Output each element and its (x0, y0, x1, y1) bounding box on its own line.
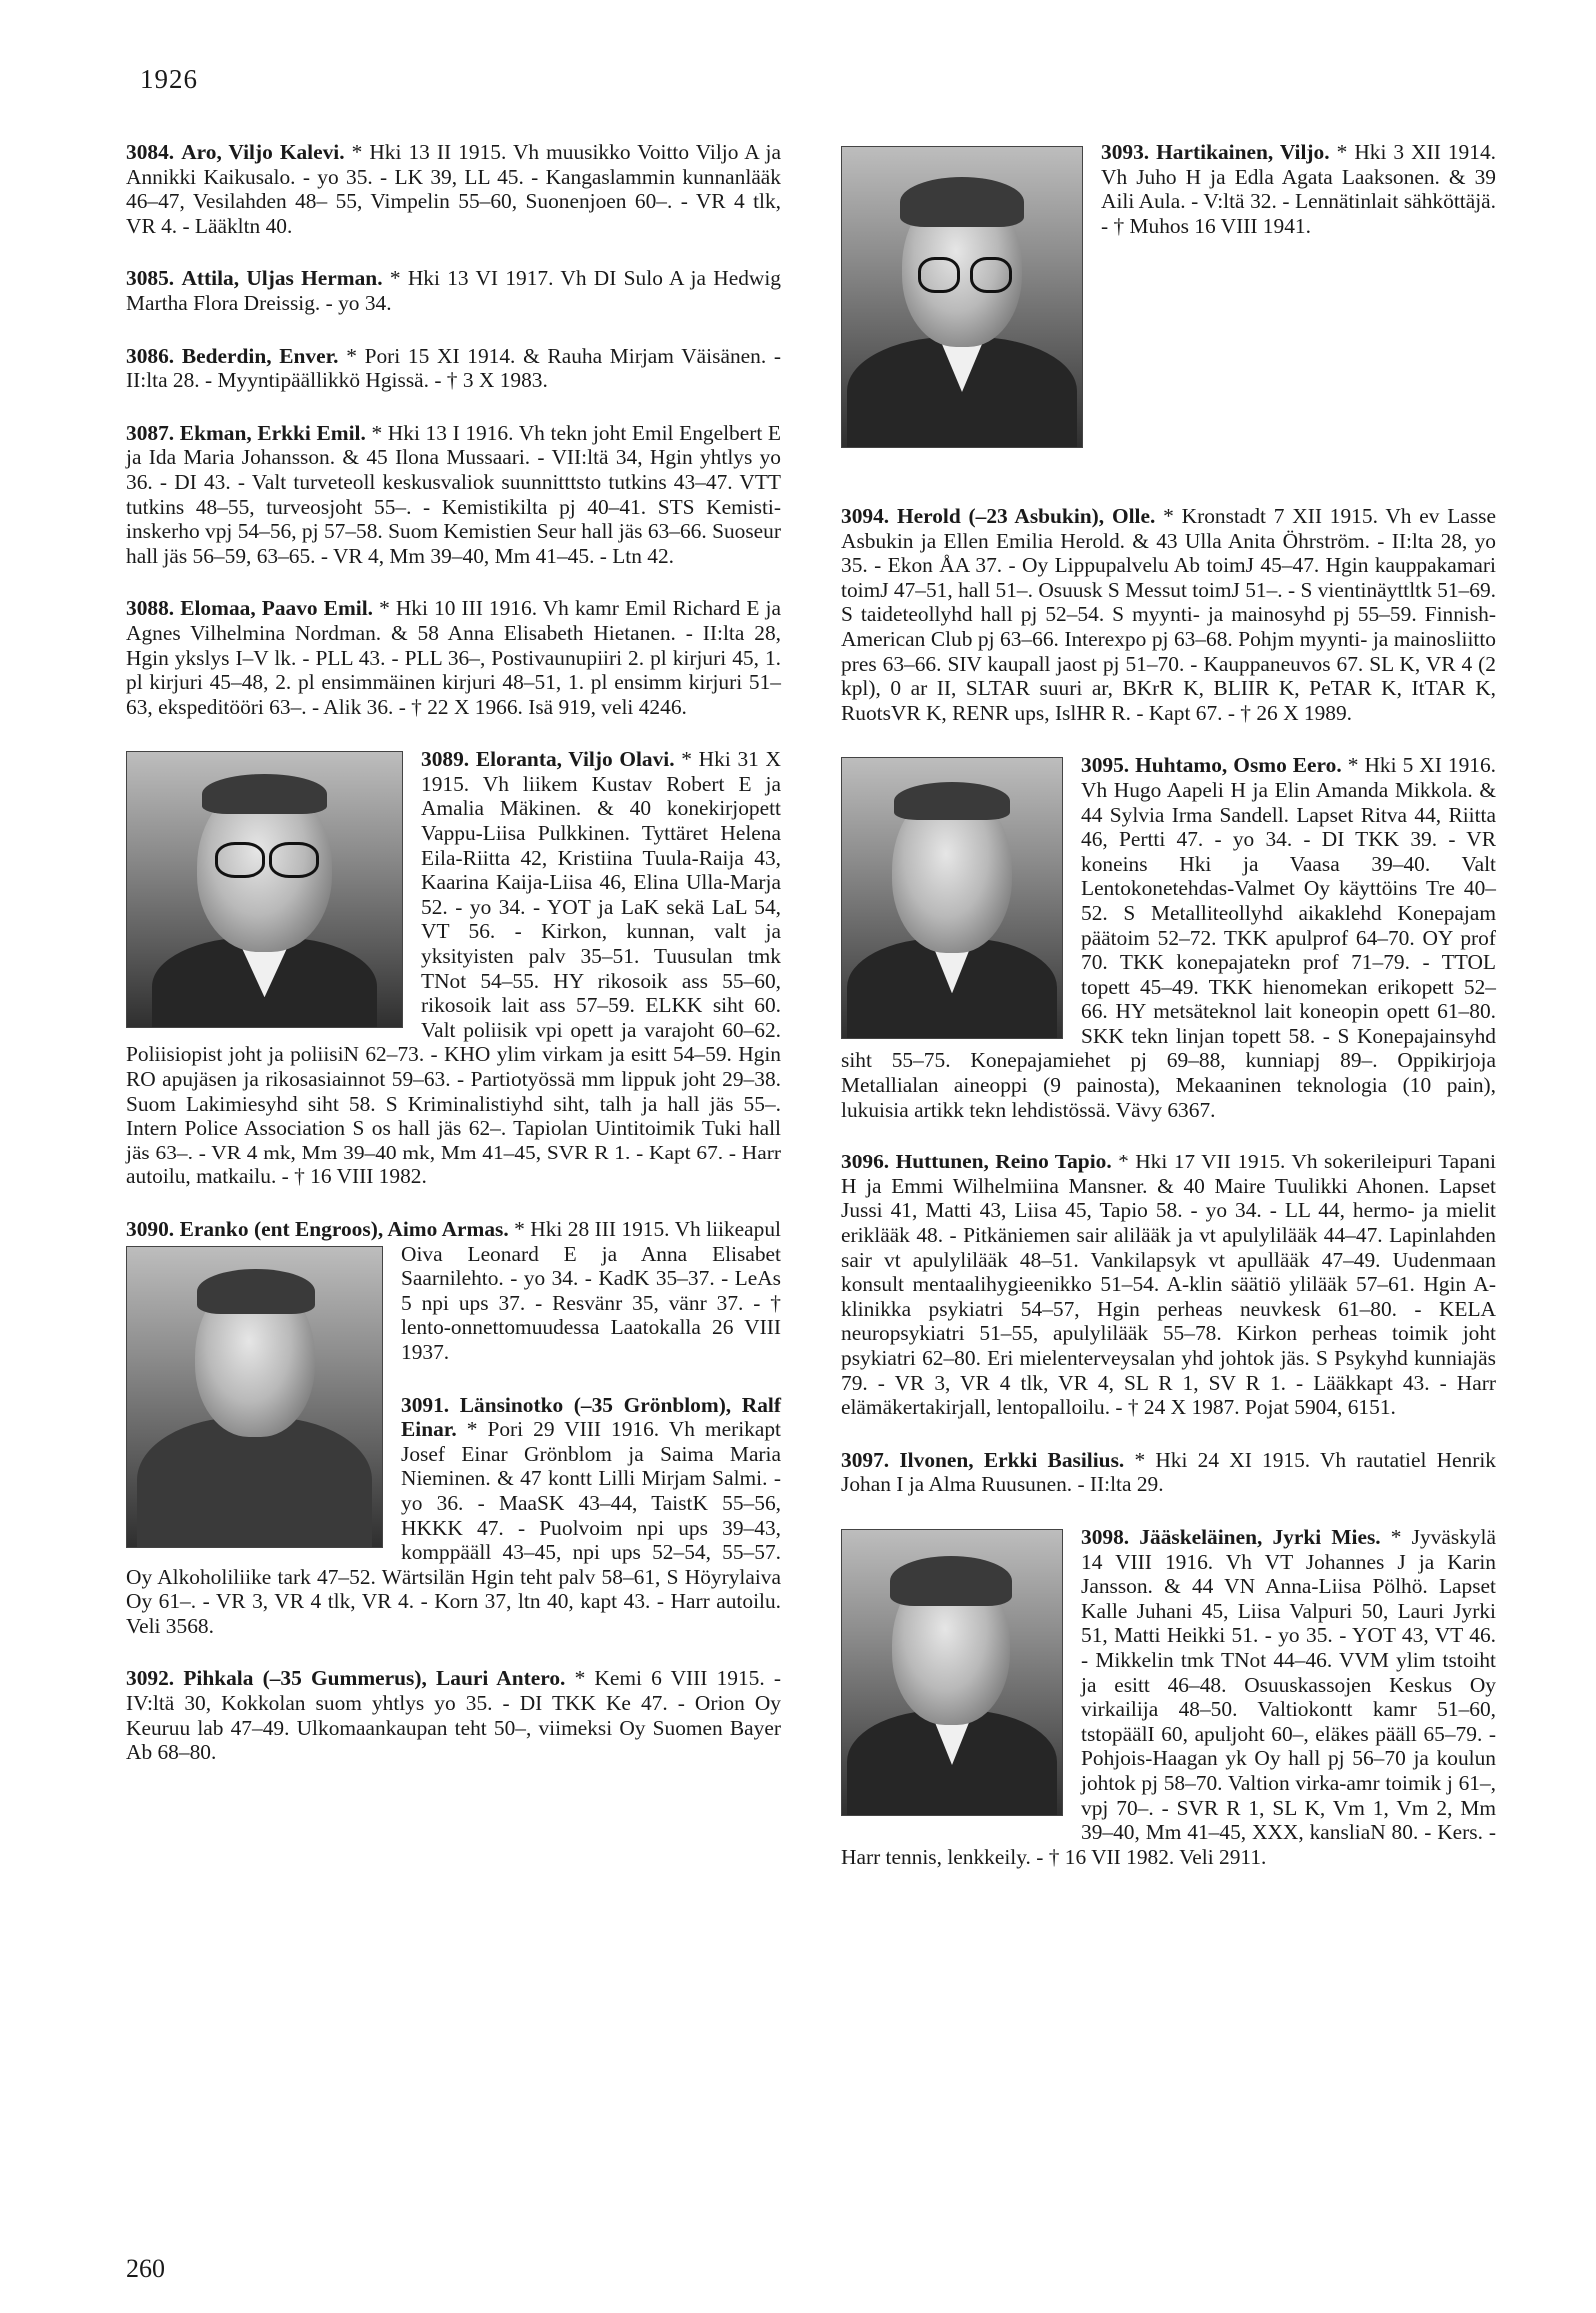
entry-text: * Jyväskylä 14 VIII 1916. Vh VT Johannes J ja Karin Jansson. & 44 VN Anna-Liisa Pölhö. Lapset Kalle Juhani 45, Liisa Valpuri 50, Lauri Jyrki 51, Matti Heikki 51. - yo 35. - YOT 43, VT 46. - Mikkelin tmk TNot 44–46. VVM ylim tstoiht ja esitt 46–48. Osuuskassojen Keskus Oy virkailija 48–50. Valtiokontt kamr 51–60, tstopäälI 60, apuljoht 60–, eläkes pääll 65–79. - Pohjois-Haagan yk Oy hall pj 56–70 ja koulun johtok pj 58–70. Valtion virka-amr toimik j 61–, vpj 70–. - SVR R 1, SL K, Vm 1, Vm 2, Mm 39–40, Mm 41–45, XXX, kansliaN 80. - Kers. - Harr tennis, lenkkeily. - † 16 VII 1982. Veli 2911. (841, 1524, 1496, 1869)
entry-name: Länsinotko (–35 Grönblom), Ralf Einar. (401, 1392, 781, 1442)
entry-name: Bederdin, Enver. (181, 343, 339, 368)
entry-3084 (126, 140, 781, 238)
left-column (126, 140, 781, 1793)
entry-name: Huttunen, Reino Tapio. (895, 1150, 1112, 1174)
entry-name: Attila, Uljas Herman. (181, 266, 383, 291)
portrait-photo-3093 (841, 146, 1083, 448)
entry-name: Jääskeläinen, Jyrki Mies. (1139, 1524, 1381, 1549)
entry-number: 3097. (841, 1447, 890, 1472)
entry-text: * Hki 13 II 1915. Vh muusikko Voitto Viljo A ja Annikki Kaikusalo. - yo 35. - LK 39, LL 45. - Kangaslammin kunnanlääk 46–47, Vesilahden 48– 55, Vimpelin 55–60, Suonenjoen 60–. - VR 4 tlk, VR 4. - Lääkltn 40. (126, 140, 781, 238)
entry-number: 3087. (126, 420, 175, 445)
entry-text: * Pori 15 XI 1914. & Rauha Mirjam Väisänen. - II:lta 28. - Myyntipäällikkö Hgissä. - † 3 X 1983. (126, 343, 781, 393)
entry-3089 (126, 747, 781, 1189)
entry-3093 (841, 140, 1496, 454)
entry-name: Elomaa, Paavo Emil. (180, 596, 373, 621)
entry-text: * Kemi 6 VIII 1915. - IV:ltä 30, Kokkolan suom yhtlys yo 35. - DI TKK Ke 47. - Orion Oy Keuruu lab 47–49. Ulkomaankaupan teht 50–, viimeksi Oy Suomen Bayer Ab 68–80. (126, 1666, 781, 1765)
entry-name: Hartikainen, Viljo. (1156, 140, 1330, 164)
entry-text: * Hki 24 XI 1915. Vh rautatiel Henrik Johan I ja Alma Ruusunen. - II:lta 29. (841, 1447, 1496, 1497)
entry-3087 (126, 421, 781, 569)
entry-text: * Hki 3 XII 1914. Vh Juho H ja Edla Agata Laaksonen. & 39 Aili Aula. - V:ltä 32. - Lennätinlait sähköttäjä. - † Muhos 16 VIII 1941. (1101, 140, 1496, 238)
portrait-photo-3098 (841, 1529, 1063, 1816)
entry-3092 (126, 1666, 781, 1764)
entry-number: 3084. (126, 140, 175, 164)
entry-3086 (126, 344, 781, 393)
entry-text: * Hki 13 VI 1917. Vh DI Sulo A ja Hedwig Martha Flora Dreissig. - yo 34. (126, 266, 781, 315)
entry-name: Aro, Viljo Kalevi. (181, 140, 345, 164)
entry-number: 3093. (1101, 140, 1150, 164)
entry-text: * Hki 5 XI 1916. Vh Hugo Aapeli H ja Elin Amanda Mikkola. & 44 Sylvia Irma Sandell. Lapset Ritva 44, Riitta 46, Pertti 47. - yo 34. - DI TKK 39. - VR koneins Hki ja Vaasa 39–40. Valt Lentokonetehdas-Valmet Oy käyttöins Tre 40–52. S Metalliteollyhd aikaklehd Konepajam päätoim 52–72. TKK apulprof 64–70. OY prof 70. TKK konepajatekn prof 71–79. - TTOL topett 45–49. TKK hienomekan erikopett 52–66. HY metsäteknol lait koneopin opett 61–80. SKK tekn linjan topett 58. - S Konepajainsyhd siht 55–75. Konepajamiehet pj 69–88, kunniapj 89–. Oppikirjoja Metallialan aineoppi (9 painosta), Mekaaninen teknologia (10 pain), lukuisia artikk tekn lehdistössä. Vävy 6367. (841, 753, 1496, 1122)
entry-number: 3095. (1081, 753, 1130, 778)
entry-number: 3089. (421, 747, 470, 772)
entry-3095 (841, 753, 1496, 1122)
portrait-photo-3089 (126, 751, 403, 1028)
portrait-photo-3095 (841, 757, 1063, 1039)
entry-3090 (126, 1217, 781, 1365)
entry-3085 (126, 266, 781, 315)
entry-3096 (841, 1150, 1496, 1420)
entry-3088 (126, 596, 781, 719)
entry-number: 3090. (126, 1216, 175, 1241)
entry-text: * Kronstadt 7 XII 1915. Vh ev Lasse Asbukin ja Ellen Emilia Herold. & 43 Ulla Anita Öhrström. - II:lta 28, yo 35. - Ekon ÅA 37. - Oy Lippupalvelu Ab toimJ 45–47. Hgin kauppakamari toimJ 47–51, hall 51–. Osuusk S Messut toimJ 51–. - S vientinäyttltk 51–69. S taideteollyhd hall pj 52–54. S myynti- ja mainosyhd pj 55–59. Finnish-American Club pj 63–66. Interexpo pj 63–68. Pohjm myynti- ja mainosliitto pres 63–66. SIV kaupall jaost pj 51–70. - Kauppaneuvos 67. SL K, VR 4 (2 kpl), 0 ar II, SLTAR suuri ar, BKrR K, BLIIR K, PeTAR K, ItTAR K, RuotsVR K, RENR ups, IslHR R. - Kapt 67. - † 26 X 1989. (841, 504, 1496, 725)
entry-number: 3086. (126, 343, 175, 368)
portrait-photo-3090 (126, 1246, 383, 1548)
entry-number: 3098. (1081, 1524, 1130, 1549)
entry-number: 3092. (126, 1666, 175, 1691)
entry-text: * Hki 13 I 1916. Vh tekn joht Emil Engelbert E ja Ida Maria Johansson. & 45 Ilona Mussaari. - VII:ltä 34, Hgin yhtlys yo 36. - DI 43. - Valt turveteoll keskusvaliok suunnitttsto tutkins 43–47. VTT tutkins 48–55, turveosjoht 55–. - Kemistikilta pj 40–41. STS Kemisti-inskerho vpj 54–56, pj 57–58. Suom Kemistien Seur hall jäs 63–66. Suoseur hall jäs 56–59, 63–65. - VR 4, Mm 39–40, Mm 41–45. - Ltn 42. (126, 420, 781, 568)
entry-name: Ilvonen, Erkki Basilius. (899, 1447, 1125, 1472)
entry-name: Eranko (ent Engroos), Aimo Armas. (179, 1216, 509, 1241)
entry-name: Eloranta, Viljo Olavi. (475, 747, 675, 772)
right-column (841, 140, 1496, 1897)
entry-text: * Pori 29 VIII 1916. Vh merikapt Josef Einar Grönblom ja Saima Maria Nieminen. & 47 kontt Lilli Mirjam Salmi. - yo 36. - MaaSK 43–44, TaistK 55–56, HKKK 47. - Puolvoim npi ups 39–43, komppääll 43–45, npi ups 52–54, 55–57. Oy Alkoholiliike tark 47–52. Wärtsilän Hgin teht palv 58–61, S Höyrylaiva Oy 61–. - VR 3, VR 4 tlk, VR 4. - Korn 37, ltn 40, kapt 43. - Harr autoilu. Veli 3568. (126, 1417, 781, 1638)
entry-text: * Hki 10 III 1916. Vh kamr Emil Richard E ja Agnes Vilhelmina Nordman. & 58 Anna Elisabeth Hietanen. - II:lta 28, Hgin ykslys I–V lk. - PLL 43. - PLL 36–, Postivaunupiiri 2. pl kirjuri 45, 1. pl kirjuri 45–48, 2. pl ensimmäinen kirjuri 48–51, 1. pl ensimm kirjuri 51–63, ekspeditööri 63–. - Alik 36. - † 22 X 1966. Isä 919, veli 4246. (126, 596, 781, 719)
entry-number: 3088. (126, 596, 175, 621)
entry-name: Herold (–23 Asbukin), Olle. (896, 504, 1156, 528)
entry-3097 (841, 1448, 1496, 1497)
entry-number: 3085. (126, 266, 175, 291)
entry-number: 3091. (401, 1392, 450, 1417)
entry-text: * Hki 17 VII 1915. Vh sokerileipuri Tapani H ja Emmi Wilhelmiina Mansner. & 40 Maire Tuulikki Ahonen. Lapset Jussi 41, Matti 43, Liisa 45, Tapio 58. - yo 34. - LL 44, hermo- ja mielit eriklääk 48. - Pitkäniemen sair alilääk ja vt apulylilääk 44–47. Lapinlahden sair vt apulylilääk 48–51. Vankilapsyk vt apullääk 47–49. Uudenmaan konsult mentaalihygieenikko 51–54. A-klin säätiö ylilääk 57–61. Hgin A-klinikka psykiatri 54–57, Hgin perheas neuvkesk 61–80. - KELA neuropsykiatri 51–55, apulylilääk 55–78. Kirkon perheas toimik joht psykiatri 62–80. Eri mielenterveysalan yhd johtok jäs. S Psykyhd kunniajäs 79. - VR 3, VR 4 tlk, VR 4, SL R 1, SV R 1. - Lääkkapt 43. - Harr elämäkertakirjall, lentopalloilu. - † 24 X 1987. Pojat 5904, 6151. (841, 1150, 1496, 1420)
entry-name: Ekman, Erkki Emil. (179, 420, 366, 445)
entry-number: 3096. (841, 1150, 890, 1174)
entry-text: * Hki 31 X 1915. Vh liikem Kustav Robert E ja Amalia Mäkinen. & 40 konekirjopett Vappu-Liisa Pulkkinen. Tyttäret Helena Eila-Riitta 42, Kristiina Tuula-Raija 43, Kaarina Kaija-Liisa 46, Elina Ulla-Marja 52. - yo 34. - YOT ja LaK sekä LaL 54, VT 56. - Kirkon, kunnan, valt ja yksityisten palv 35–51. Tuusulan tmk TNot 54–55. HY rikosoik ass 55–60, rikosoik lait ass 57–59. ELKK siht 60. Valt poliisik vpi opett ja varajoht 60–62. Poliisiopist joht ja poliisiN 62–73. - KHO ylim virkam ja esitt 54–59. Hgin RO apujäsen ja rikosasiainnot 59–63. - Partiotyössä mm lippuk joht 29–38. Suom Lakimiesyhd siht 58. S Kriminalistiyhd siht, talh ja hall jäs 55–. Intern Police Association S os hall jäs 62–. Tapiolan Uintitoimik Tuki hall jäs 63–. - VR 4 mk, Mm 39–40 mk, Mm 41–45, SVR R 1. - Kapt 67. - Harr autoilu, matkailu. - † 16 VIII 1982. (126, 747, 781, 1189)
entry-3098 (841, 1525, 1496, 1869)
entry-number: 3094. (841, 504, 890, 528)
page-year: 1926 (140, 64, 198, 94)
page-number: 260 (126, 2254, 165, 2283)
entry-text: * Hki 28 III 1915. Vh liikeapul Oiva Leonard E ja Anna Elisabet Saarnilehto. - yo 34. - KadK 35–37. - LeAs 5 npi ups 37. - Resvänr 35, vänr 37. - † lento-onnettomuudessa Laatokalla 26 VIII 1937. (401, 1216, 781, 1364)
entry-name: Huhtamo, Osmo Eero. (1135, 753, 1342, 778)
entry-name: Pihkala (–35 Gummerus), Lauri Antero. (183, 1666, 566, 1691)
entry-3094 (841, 504, 1496, 725)
